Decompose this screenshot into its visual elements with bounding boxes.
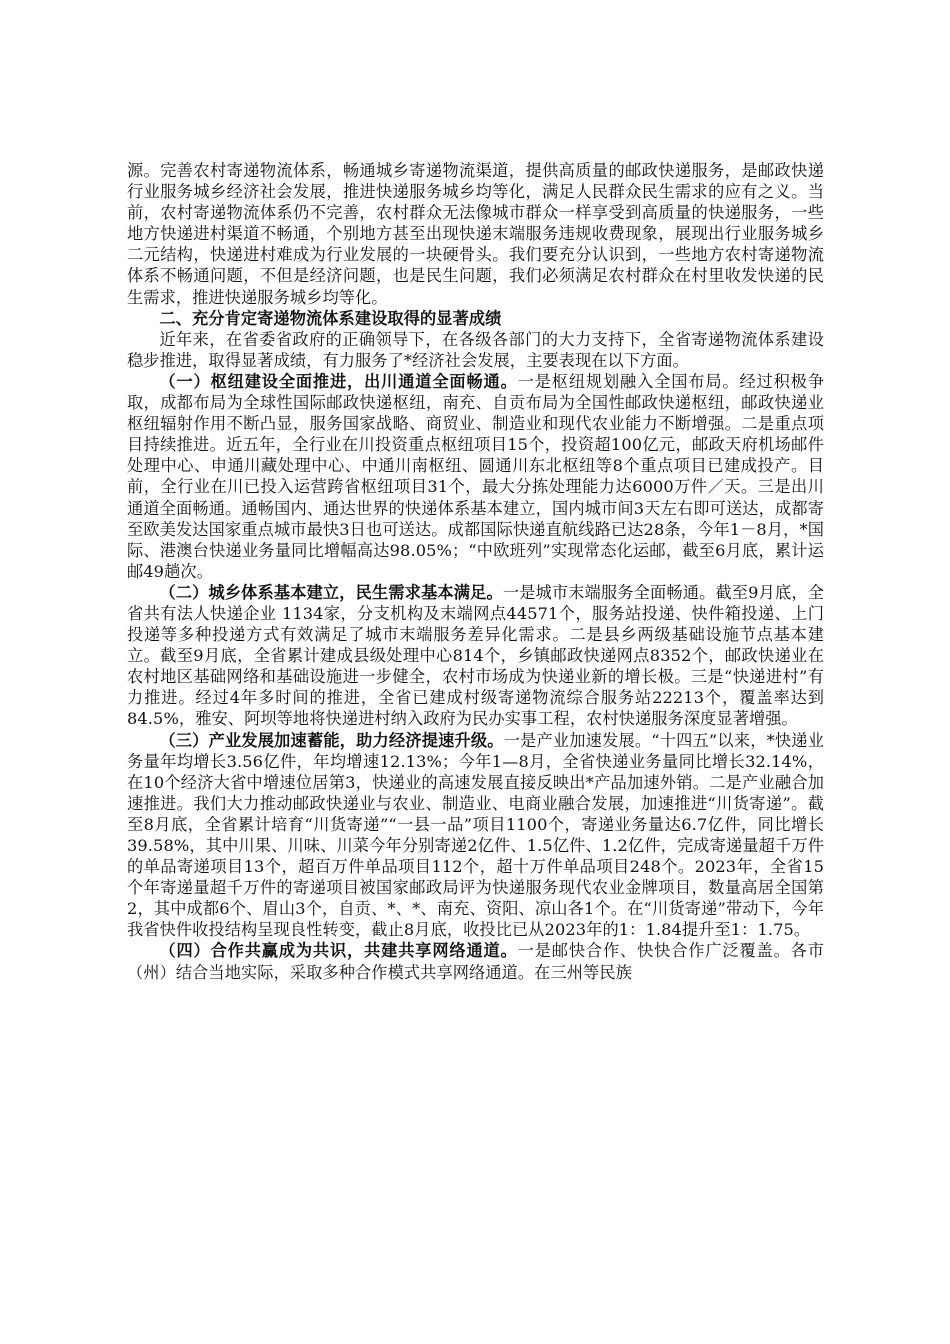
subsection-4-body: 一是邮快合作、快快合作广泛覆盖。各市（州）结合当地实际，采取多种合作模式共享网络通道。在三州等民族 [127, 941, 824, 982]
subsection-1-body: 一是枢纽规划融入全国布局。经过积极争取，成都布局为全球性国际邮政快递枢纽，南充、自贡布局为全国性邮政快递枢纽，邮政快递业枢纽辐射作用不断凸显，服务国家战略、商贸业、制造业和现代农业能力不断增强。二是重点项目持续推进。近五年，全行业在川投资重点枢纽项目15个，投资超100亿元，邮政天府机场邮件处理中心、申通川藏处理中心、中通川南枢纽、圆通川东北枢纽等8个重点项目已建成投产。目前，全行业在川已投入运营跨省枢纽项目31个，最大分拣处理能力达6000万件／天。三是出川通道全面畅通。通畅国内、通达世界的快递体系基本建立，国内城市间3天左右即可送达，成都寄至欧美发达国家重点城市最快3日也可送达。成都国际快递直航线路已达28条，今年1－8月，*国际、港澳台快递业务量同比增幅高达98.05%；“中欧班列”实现常态化运邮，截至6月底，累计运邮49趟次。 [127, 371, 824, 581]
subsection-2-body: 一是城市末端服务全面畅通。截至9月底，全省共有法人快递企业 1134家，分支机构及末端网点44571个，服务站投递、快件箱投递、上门投递等多种投递方式有效满足了城市末端服务差异化需求。二是县乡两级基础设施节点基本建立。截至9月底，全省累计建成县级处理中心814个，乡镇邮政快递网点8352个，邮政快递业在农村地区基础网络和基础设施进一步健全，农村市场成为快递业新的增长极。三是“快递进村”有力推进。经过4年多时间的推进，全省已建成村级寄递物流综合服务站22213个，覆盖率达到84.5%，雅安、阿坝等地将快递进村纳入政府为民办实事工程，农村快递服务深度显著增强。 [127, 582, 824, 729]
subsection-4-title: （四）合作共赢成为共识，共建共享网络通道。 [159, 941, 518, 961]
subsection-3-body: 一是产业加速发展。“十四五”以来，*快递业务量年均增长3.56亿件，年均增速12.13%；今年1—8月，全省快递业务量同比增长32.14%，在10个经济大省中增速位居第3，快递业的高速发展直接反映出*产品加速外销。二是产业融合加速推进。我们大力推动邮政快递业与农业、制造业、电商业融合发展，加速推进“川货寄递”。截至8月底，全省累计培育“川货寄递”“一县一品”项目1100个，寄递业务量达6.7亿件，同比增长39.58%，其中川果、川味、川菜今年分别寄递2亿件、1.5亿件、1.2亿件，完成寄递量超千万件的单品寄递项目13个，超百万件单品项目112个，超十万件单品项目248个。2023年，全省15个年寄递量超千万件的寄递项目被国家邮政局评为快递服务现代农业金牌项目，数量高居全国第2，其中成都6个、眉山3个，自贡、*、*、南充、资阳、凉山各1个。在“川货寄递”带动下，今年我省快件收投结构呈现良性转变，截止8月底，收投比已从2023年的1：1.84提升至1：1.75。 [127, 730, 824, 940]
paragraph-overview: 近年来，在省委省政府的正确领导下，在各级各部门的大力支持下，全省寄递物流体系建设稳步推进，取得显著成绩，有力服务了*经济社会发展，主要表现在以下方面。 [127, 329, 824, 370]
section-heading: 二、充分肯定寄递物流体系建设取得的显著成绩 [159, 308, 502, 328]
subsection-1-title: （一）枢纽建设全面推进，出川通道全面畅通。 [159, 371, 518, 391]
document-page [127, 160, 824, 983]
subsection-3 [127, 730, 824, 941]
subsection-3-title: （三）产业发展加速蓄能，助力经济提速升级。 [159, 730, 504, 750]
paragraph-intro-continuation: 源。完善农村寄递物流体系，畅通城乡寄递物流渠道，提供高质量的邮政快递服务，是邮政快递行业服务城乡经济社会发展，推进快递服务城乡均等化，满足人民群众民生需求的应有之义。当前，农村寄递物流体系仍不完善，农村群众无法像城市群众一样享受到高质量的快递服务，一些地方快递进村渠道不畅通，个别地方甚至出现快递末端服务违规收费现象，展现出行业服务城乡二元结构，快递进村难成为行业发展的一块硬骨头。我们要充分认识到，一些地方农村寄递物流体系不畅通问题，不但是经济问题，也是民生问题，我们必须满足农村群众在村里收发快递的民生需求，推进快递服务城乡均等化。 [127, 161, 824, 307]
subsection-4 [127, 940, 824, 982]
subsection-1 [127, 371, 824, 582]
subsection-2-title: （二）城乡体系基本建立，民生需求基本满足。 [159, 582, 503, 602]
subsection-2 [127, 582, 824, 730]
